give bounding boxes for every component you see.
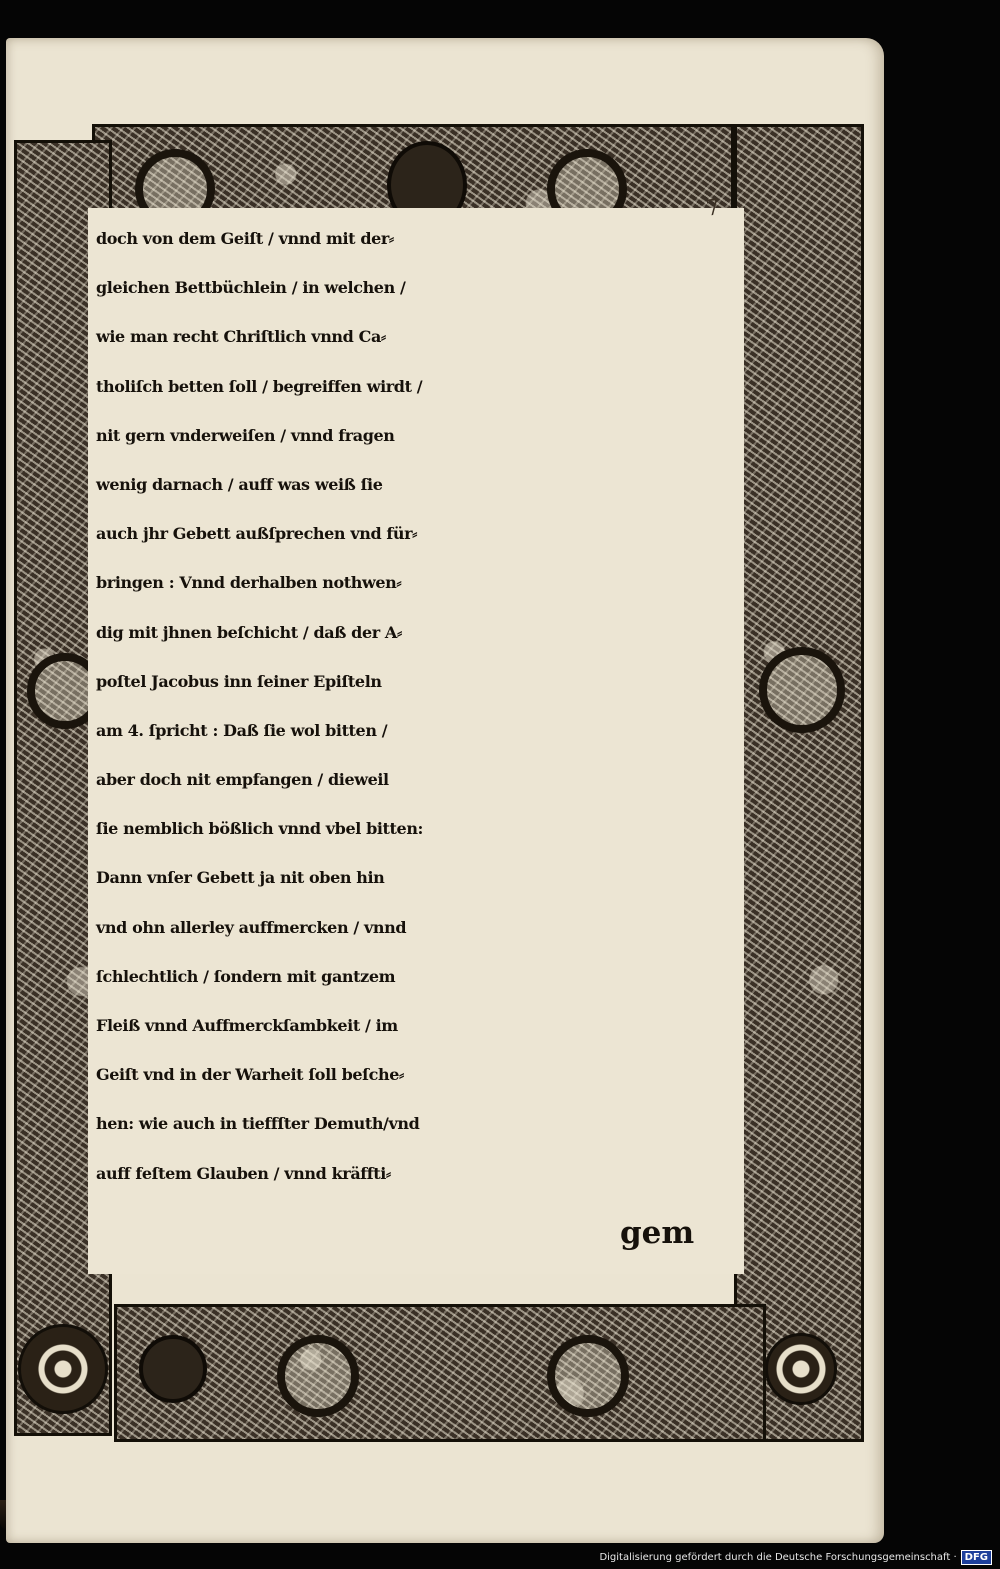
folio-mark: 7 — [704, 195, 722, 222]
text-line: am 4. ſpricht : Daß ſie wol bitten / — [96, 720, 388, 740]
text-line: auch jhr Gebett außſprechen vnd für⸗ — [96, 524, 418, 544]
text-line: doch von dem Geiſt / vnnd mit der⸗ — [96, 229, 394, 248]
woodcut-border-bottom — [114, 1304, 766, 1442]
text-line: poſtel Jacobus inn ſeiner Epiſteln — [96, 671, 382, 691]
skull-ornament-icon — [139, 1335, 207, 1403]
scroll-ornament-icon — [759, 647, 845, 733]
text-line: tholiſch betten ſoll / begreiffen wirdt / — [96, 376, 423, 396]
scroll-ornament-icon — [547, 1335, 629, 1417]
text-line: ſie nemblich bößlich vnnd vbel bitten: — [96, 819, 424, 839]
text-line: Fleiß vnnd Auffmerckſambkeit / im — [96, 1016, 398, 1035]
digitization-credit — [599, 1550, 992, 1565]
text-line: dig mit jhnen beſchicht / daß der A⸗ — [96, 622, 402, 642]
text-line: vnd ohn allerley auffmercken / vnnd — [96, 917, 407, 937]
text-line: Dann vnſer Gebett ja nit oben hin — [96, 868, 385, 888]
text-line: nit gern vnderweiſen / vnnd fragen — [96, 425, 395, 445]
text-line: Geiſt vnd in der Warheit ſoll beſche⸗ — [96, 1065, 404, 1085]
text-line: gleichen Bettbüchlein / in welchen / — [96, 278, 406, 298]
text-line: bringen : Vnnd derhalben nothwen⸗ — [96, 573, 402, 593]
text-line: hen: wie auch in tieffſter Demuth/vnd — [96, 1114, 420, 1134]
catchword: gem — [620, 1215, 695, 1251]
dfg-logo: DFG — [961, 1550, 992, 1565]
scroll-ornament-icon — [277, 1335, 359, 1417]
text-line: ſchlechtlich / ſondern mit gantzem — [96, 966, 396, 986]
text-line: auff feſtem Glauben / vnnd kräffti⸗ — [96, 1163, 391, 1183]
text-line: wie man recht Chriſtlich vnnd Ca⸗ — [96, 327, 386, 347]
text-line: wenig darnach / auff was weiß ſie — [96, 474, 383, 494]
flower-ornament-icon — [18, 1324, 108, 1414]
text-line: aber doch nit empfangen / dieweil — [96, 770, 389, 790]
flower-ornament-icon — [765, 1333, 837, 1405]
woodcut-border-right — [734, 124, 864, 1442]
credit-text: Digitalisierung gefördert durch die Deutsche Forschungsgemeinschaft · — [599, 1552, 957, 1563]
body-text — [96, 214, 744, 1198]
